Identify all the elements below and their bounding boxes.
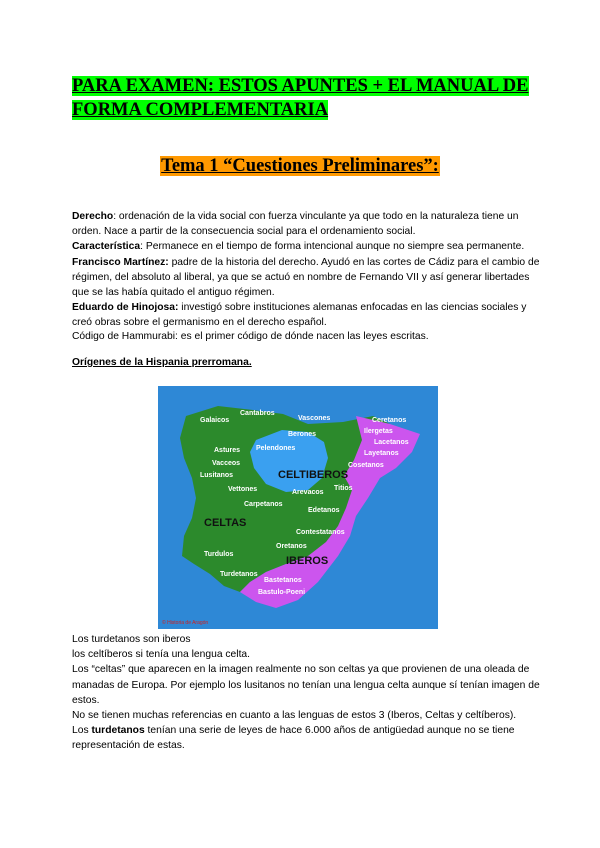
map-credit: © Historia de Aragón	[162, 620, 209, 626]
label-iberos: IBEROS	[286, 555, 329, 567]
note-3: Los “celtas” que aparecen en la imagen realmente no son celtas ya que provienen de una oleada de manadas de Europa. Por ejemplo los lusitanos no tenían una lengua celta aunque sí tenían imagen de estos.	[72, 664, 540, 706]
text-martinez: padre de la historia del derecho. Ayudó en las cortes de Cádiz para el cambio de régimen, del absoluto al liberal, ya que se actuó en nombre de Fernando VII y así generar libertades que se las había quitado el antiguo régimen.	[72, 256, 540, 299]
text-derecho: : ordenación de la vida social con fuerza vinculante ya que todo en la naturaleza tiene un orden. Nace a partir de la consecuencia social para el ordenamiento social.	[72, 211, 519, 238]
definition-martinez	[72, 255, 542, 301]
label-oretanos: Oretanos	[276, 543, 307, 550]
text-caracteristica: : Permanece en el tiempo de forma intencional aunque no siempre sea permanente.	[140, 241, 525, 253]
label-astures: Astures	[214, 447, 241, 454]
label-layetanos: Layetanos	[364, 450, 399, 457]
label-turdulos: Turdulos	[204, 551, 234, 558]
notes-block	[72, 632, 542, 754]
hammurabi-paragraph: Código de Hammurabi: es el primer código de dónde nacen las leyes escritas.	[72, 331, 429, 342]
note-5	[72, 723, 542, 753]
label-titios: Titios	[334, 485, 353, 492]
definition-derecho	[72, 209, 542, 239]
label-celtas: CELTAS	[204, 517, 247, 529]
note-5-bold: turdetanos	[91, 725, 145, 737]
label-vettones: Vettones	[228, 486, 258, 493]
hispania-map-svg	[158, 386, 438, 629]
label-contestatanos: Contestatanos	[296, 529, 345, 536]
page-title	[72, 74, 532, 122]
note-5-text: tenían una serie de leyes de hace 6.000 años de antigüedad aunque no se tiene representación de estas.	[72, 725, 515, 752]
label-lacetanos: Lacetanos	[374, 439, 409, 446]
note-4: No se tienen muchas referencias en cuanto a las lenguas de estos 3 (Iberos, Celtas y celtíberos).	[72, 710, 517, 722]
label-pelendones: Pelendones	[256, 445, 296, 452]
text-hinojosa: investigó sobre instituciones alemanas enfocadas en las ciencias sociales y creó obras sobre el germanismo en el derecho español.	[72, 302, 527, 329]
definition-hinojosa	[72, 300, 542, 330]
topic-heading	[0, 156, 600, 177]
title-line-2: FORMA COMPLEMENTARIA	[72, 100, 329, 120]
label-carpetanos: Carpetanos	[244, 501, 283, 508]
label-vacceos: Vacceos	[212, 460, 241, 467]
note-2: los celtíberos si tenía una lengua celta.	[72, 649, 251, 661]
label-ilergetas: Ilergetas	[364, 428, 393, 435]
label-celtiberos: CELTIBEROS	[278, 469, 349, 481]
title-line-1: PARA EXAMEN: ESTOS APUNTES + EL MANUAL DE	[72, 76, 529, 96]
term-martinez: Francisco Martínez:	[72, 256, 169, 268]
note-5-lead: Los	[72, 725, 92, 737]
label-berones: Berones	[288, 431, 317, 438]
label-galaicos: Galaicos	[200, 417, 230, 424]
definitions-block	[72, 209, 542, 331]
term-hinojosa: Eduardo de Hinojosa:	[72, 302, 179, 314]
definition-caracteristica	[72, 239, 542, 254]
label-edetanos: Edetanos	[308, 507, 340, 514]
term-derecho: Derecho	[72, 211, 114, 222]
label-bastulo-poeni: Bastulo-Poeni	[258, 589, 306, 596]
label-arevacos: Arevacos	[292, 489, 324, 496]
term-caracteristica: Característica	[72, 241, 141, 253]
label-lusitanos: Lusitanos	[200, 472, 234, 479]
label-turdetanos: Turdetanos	[220, 571, 258, 578]
label-vascones: Vascones	[298, 415, 331, 422]
label-ceretanos: Ceretanos	[372, 417, 407, 424]
hispania-map	[158, 386, 438, 629]
section-heading: Orígenes de la Hispania prerromana.	[72, 357, 252, 368]
topic-heading-text: Tema 1 “Cuestiones Preliminares”:	[161, 156, 439, 176]
label-bastetanos: Bastetanos	[264, 577, 302, 584]
label-cantabros: Cantabros	[240, 410, 275, 417]
label-cosetanos: Cosetanos	[348, 462, 384, 469]
note-1: Los turdetanos son iberos	[72, 634, 191, 645]
